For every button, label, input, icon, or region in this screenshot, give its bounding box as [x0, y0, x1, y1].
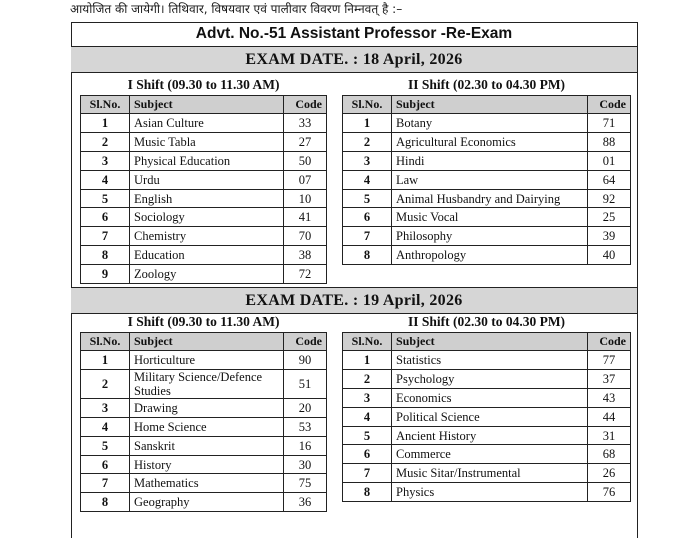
row-code: 26	[588, 464, 631, 483]
table-row	[343, 445, 631, 464]
row-code: 20	[284, 398, 327, 417]
row-code: 50	[284, 151, 327, 170]
row-subject: Philosophy	[392, 227, 588, 246]
row-subject: Physics	[392, 483, 588, 502]
table-row	[81, 474, 327, 493]
row-subject: Mathematics	[130, 474, 284, 493]
table-row	[343, 483, 631, 502]
row-sl-no: 3	[343, 388, 392, 407]
intro-text: आयोजित की जायेगी। तिथिवार, विषयवार एवं पालीवार विवरण निम्नवत् है :–	[70, 2, 403, 16]
row-sl-no: 2	[81, 369, 130, 398]
row-subject: Home Science	[130, 417, 284, 436]
row-code: 25	[588, 208, 631, 227]
row-code: 10	[284, 189, 327, 208]
table-row	[81, 189, 327, 208]
row-sl-no: 1	[81, 351, 130, 370]
table-row	[81, 151, 327, 170]
exam1-shift1	[80, 75, 327, 284]
exam-date-label: EXAM DATE. :	[245, 51, 359, 68]
col-sl-no: Sl.No.	[343, 333, 392, 351]
row-subject: Military Science/Defence Studies	[130, 369, 284, 398]
row-subject: Statistics	[392, 351, 588, 370]
row-subject: Psychology	[392, 369, 588, 388]
table-row	[343, 170, 631, 189]
col-sl-no: Sl.No.	[81, 333, 130, 351]
row-sl-no: 4	[81, 417, 130, 436]
table-row	[343, 114, 631, 133]
row-code: 64	[588, 170, 631, 189]
table-row	[343, 151, 631, 170]
row-subject: Sanskrit	[130, 436, 284, 455]
row-code: 27	[284, 132, 327, 151]
table-row	[343, 407, 631, 426]
row-subject: Drawing	[130, 398, 284, 417]
row-subject: Asian Culture	[130, 114, 284, 133]
table-row	[343, 351, 631, 370]
exam1-shift2	[342, 75, 631, 265]
row-subject: Commerce	[392, 445, 588, 464]
table-row	[343, 189, 631, 208]
row-sl-no: 4	[81, 170, 130, 189]
row-code: 77	[588, 351, 631, 370]
row-subject: Chemistry	[130, 227, 284, 246]
table-row	[81, 369, 327, 398]
row-sl-no: 1	[343, 351, 392, 370]
table-row	[81, 398, 327, 417]
row-sl-no: 2	[81, 132, 130, 151]
row-sl-no: 5	[81, 436, 130, 455]
exam-date-banner-1	[71, 47, 637, 73]
col-code: Code	[588, 96, 631, 114]
row-subject: Physical Education	[130, 151, 284, 170]
row-sl-no: 5	[81, 189, 130, 208]
row-code: 90	[284, 351, 327, 370]
row-subject: Anthropology	[392, 246, 588, 265]
row-code: 75	[284, 474, 327, 493]
col-sl-no: Sl.No.	[343, 96, 392, 114]
subject-table	[80, 95, 327, 284]
row-code: 33	[284, 114, 327, 133]
table-row	[81, 227, 327, 246]
exam-date-value: 19 April, 2026	[362, 292, 463, 309]
row-subject: Botany	[392, 114, 588, 133]
row-code: 51	[284, 369, 327, 398]
row-subject: Zoology	[130, 265, 284, 284]
col-subject: Subject	[392, 96, 588, 114]
row-subject: Geography	[130, 493, 284, 512]
row-sl-no: 3	[343, 151, 392, 170]
table-row	[81, 114, 327, 133]
row-code: 37	[588, 369, 631, 388]
row-subject: English	[130, 189, 284, 208]
table-row	[343, 246, 631, 265]
table-row	[81, 265, 327, 284]
row-sl-no: 8	[343, 246, 392, 265]
row-sl-no: 5	[343, 189, 392, 208]
row-subject: Agricultural Economics	[392, 132, 588, 151]
row-subject: Music Vocal	[392, 208, 588, 227]
row-code: 44	[588, 407, 631, 426]
row-sl-no: 3	[81, 398, 130, 417]
row-code: 71	[588, 114, 631, 133]
row-subject: Education	[130, 246, 284, 265]
row-subject: History	[130, 455, 284, 474]
row-sl-no: 2	[343, 132, 392, 151]
row-subject: Music Sitar/Instrumental	[392, 464, 588, 483]
row-sl-no: 4	[343, 170, 392, 189]
table-row	[81, 436, 327, 455]
subject-table	[342, 332, 631, 502]
row-sl-no: 4	[343, 407, 392, 426]
row-subject: Horticulture	[130, 351, 284, 370]
table-row	[81, 170, 327, 189]
table-row	[81, 132, 327, 151]
shift-title: II Shift (02.30 to 04.30 PM)	[407, 77, 566, 92]
shift-title: II Shift (02.30 to 04.30 PM)	[407, 314, 566, 329]
exam-date-value: 18 April, 2026	[362, 51, 463, 68]
row-sl-no: 2	[343, 369, 392, 388]
col-subject: Subject	[130, 96, 284, 114]
table-row	[81, 351, 327, 370]
row-sl-no: 3	[81, 151, 130, 170]
table-row	[81, 246, 327, 265]
row-sl-no: 6	[81, 208, 130, 227]
row-code: 92	[588, 189, 631, 208]
col-code: Code	[284, 96, 327, 114]
table-row	[343, 464, 631, 483]
advertisement-title: Advt. No.-51 Assistant Professor -Re-Exam	[71, 22, 637, 47]
exam2-shift1	[80, 312, 327, 512]
row-sl-no: 7	[343, 227, 392, 246]
row-subject: Law	[392, 170, 588, 189]
row-sl-no: 1	[343, 114, 392, 133]
row-code: 16	[284, 436, 327, 455]
row-subject: Economics	[392, 388, 588, 407]
subject-table	[80, 332, 327, 512]
col-sl-no: Sl.No.	[81, 96, 130, 114]
row-code: 39	[588, 227, 631, 246]
table-row	[343, 227, 631, 246]
table-row	[343, 208, 631, 227]
row-subject: Music Tabla	[130, 132, 284, 151]
table-row	[343, 369, 631, 388]
row-code: 76	[588, 483, 631, 502]
row-sl-no: 8	[81, 493, 130, 512]
row-code: 68	[588, 445, 631, 464]
row-subject: Political Science	[392, 407, 588, 426]
table-row	[81, 208, 327, 227]
exam-date-label: EXAM DATE. :	[245, 292, 359, 309]
table-row	[343, 388, 631, 407]
row-code: 40	[588, 246, 631, 265]
row-subject: Hindi	[392, 151, 588, 170]
row-subject: Urdu	[130, 170, 284, 189]
col-code: Code	[588, 333, 631, 351]
col-subject: Subject	[130, 333, 284, 351]
table-row	[81, 417, 327, 436]
exam2-shift2	[342, 312, 631, 502]
row-sl-no: 7	[81, 474, 130, 493]
row-code: 31	[588, 426, 631, 445]
subject-table	[342, 95, 631, 265]
row-sl-no: 5	[343, 426, 392, 445]
col-subject: Subject	[392, 333, 588, 351]
row-subject: Sociology	[130, 208, 284, 227]
row-code: 01	[588, 151, 631, 170]
table-row	[343, 132, 631, 151]
row-code: 38	[284, 246, 327, 265]
row-sl-no: 6	[81, 455, 130, 474]
row-subject: Ancient History	[392, 426, 588, 445]
row-sl-no: 1	[81, 114, 130, 133]
table-row	[81, 493, 327, 512]
table-row	[343, 426, 631, 445]
col-code: Code	[284, 333, 327, 351]
row-code: 70	[284, 227, 327, 246]
row-sl-no: 8	[343, 483, 392, 502]
table-row	[81, 455, 327, 474]
row-subject: Animal Husbandry and Dairying	[392, 189, 588, 208]
shift-title: I Shift (09.30 to 11.30 AM)	[127, 314, 280, 329]
row-sl-no: 6	[343, 445, 392, 464]
row-code: 36	[284, 493, 327, 512]
shift-title: I Shift (09.30 to 11.30 AM)	[127, 77, 280, 92]
row-sl-no: 7	[81, 227, 130, 246]
row-code: 41	[284, 208, 327, 227]
row-code: 07	[284, 170, 327, 189]
row-sl-no: 6	[343, 208, 392, 227]
row-sl-no: 9	[81, 265, 130, 284]
row-sl-no: 8	[81, 246, 130, 265]
row-sl-no: 7	[343, 464, 392, 483]
exam-date-banner-2	[71, 287, 637, 314]
row-code: 30	[284, 455, 327, 474]
row-code: 53	[284, 417, 327, 436]
row-code: 88	[588, 132, 631, 151]
row-code: 43	[588, 388, 631, 407]
row-code: 72	[284, 265, 327, 284]
